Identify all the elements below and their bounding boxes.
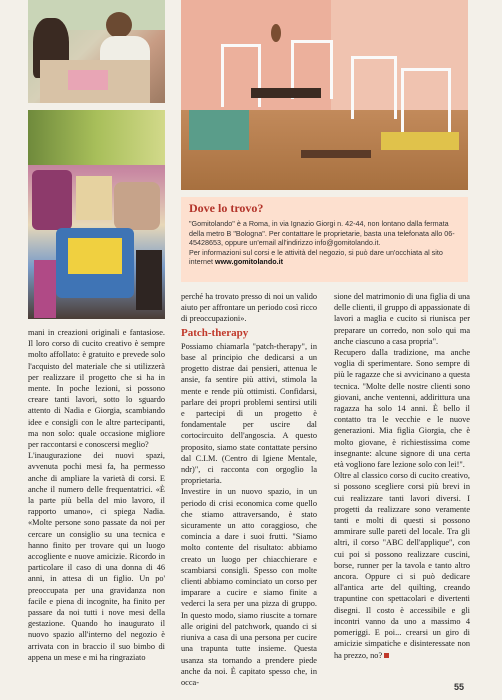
paragraph: Recupero dalla tradizione, ma anche voglia di sperimentare. Sono sempre di più le ragazze che si avvicinano a questa tecnica. "Molte delle nostre clienti sono giovani, anche ventenni, addirittura una ragazza ha solo 14 anni. È bello il contatto tra le vecchie e le nuove generazioni. Mia figlia Giorgia, che è molto giovane, è richiestissima come insegnante: alcune signore di una certa età vogliono fare lezione solo con lei!". [334,348,470,470]
paragraph [334,470,470,660]
page-number: 55 [453,682,464,692]
section-heading: Patch-therapy [181,326,249,339]
paragraph: Possiamo chiamarla "patch-therapy", in base al principio che dedicarsi a un progetto distrae dai pensieri, attenua le ansie, fa sentire più attivi, stimola la mente e rende più ottimisti. Confidarsi, parlare dei propri problemi sentirsi utili e partecipi di un progetto è fondamentale per uscire dal cortocircuito dell'angoscia. A questo proposito, siamo state contattate persino dal C.I.M. (Centro di Igiene Mentale, ndr)", ci racconta con orgoglio la proprietaria. [181,341,317,486]
paragraph: sione del matrimonio di una figlia di una delle clienti, il gruppo di appassionate di lavori a maglia e cucito si riunisca per preparare un corredo, non solo qui ma anche ciascuno a casa propria". [334,292,470,346]
end-of-article-icon [384,653,389,658]
article-column-2 [181,291,317,688]
paragraph: Investire in un nuovo spazio, in un periodo di crisi economica come quello che stiamo attraversando, è stato sicuramente un atto coraggioso, che comincia a dare i suoi frutti. "Siamo molto contente del risultato: abbiamo creato un luogo per chiacchierare e scambiarsi consigli. Spesso con molte clienti abbiamo cominciato un corso per imparare a cucire e siamo finite a vederci la sera per una pizza di gruppo. In questo modo, siamo riuscite a tornare alle origini del patchwork, quando ci si riuniva a casa di una persona per cucire una trapunta tutte insieme. Questa usanza sta tornando a prendere piede anche da noi. È capitato spesso che, in occa- [181,487,317,687]
photo-bags-fabrics [28,110,165,319]
paragraph-text: Oltre al classico corso di cucito creativo, si possono scegliere corsi più brevi in cui realizzare tanti lavori diversi. I progetti da realizzare sono veramente tanti e molti di questi si possono ammirare sulle pareti del locale. Tra gli altri, il corso "ABC dell'applique", con cui poi si possono realizzare cuscini, borse, runner per la tavola e tanto altro ancora. Oppure ci si può dedicare all'antica arte del quilting, creando trapuntine con spettacolari e divertenti disegni. Il costo è accessibile e gli incontri vanno da uno a massimo 4 pomeriggi. E poi... crearsi un giro di amicizie simpatiche e disinteressate non ha prezzo, no? [334,471,470,660]
info-box-website[interactable]: www.gomitolando.it [214,257,283,266]
photo-women-sewing [28,0,165,103]
photo-shop-interior [181,0,468,190]
info-box-address: "Gomitolando" è a Roma, in via Ignazio Giorgi n. 42-44, non lontano dalla fermata della metro B "Bologna". Per contattare le proprietarie, basta una telefonata allo 06-45428653, oppure un'email all'indirizzo info@gomitolando.it. [189,219,455,247]
paragraph: L'inaugurazione dei nuovi spazi, avvenuta pochi mesi fa, ha permesso anche di ampliare la varietà di corsi. E anche il numero delle frequentatrici. «È la parte più bella del mio lavoro, il rapporto umano», ci spiega Nadia. «Molte persone sono passate da noi per cercare un consiglio su una tecnica e hanno finito per trovare qui un luogo accogliente e nuove amicizie. Ricordo in particolare il caso di una donna di 46 anni, in attesa di un figlio. Un po' preoccupata per una gravidanza non facile e piena di incognite, ha finito per passare da noi tutti i nove mesi della gestazione. Quando ho inaugurato il nuovo spazio all'interno del negozio è arrivata con in braccio il suo bimbo di appena un mese e mi ha ringraziato [28,451,165,662]
info-box-title: Dove lo trovo? [189,201,264,215]
article-column-1 [28,327,165,663]
info-box-text [189,219,465,267]
paragraph: mani in creazioni originali e fantasiose. Il loro corso di cucito creativo è sempre molto affollato: è gratuito e prevede solo l'acquisto del materiale che si utilizzerà per realizzare il progetto che si ha in mente. In poche lezioni, si possono creare tanti lavori, sotto lo sguardo attento di Nadia e Giorgia, scambiando idee e consigli con le altre partecipanti, ma non solo: quale occasione migliore per raccontarsi e conoscersi meglio? [28,328,165,450]
article-column-3 [334,291,470,661]
info-box [181,197,468,282]
info-box-more: Per informazioni sul corsi e le attività del negozio, si può dare un'occhiata al sito internet [189,247,443,266]
paragraph: perché ha trovato presso di noi un valido aiuto per affrontare un periodo così ricco di preoccupazioni». [181,292,317,324]
